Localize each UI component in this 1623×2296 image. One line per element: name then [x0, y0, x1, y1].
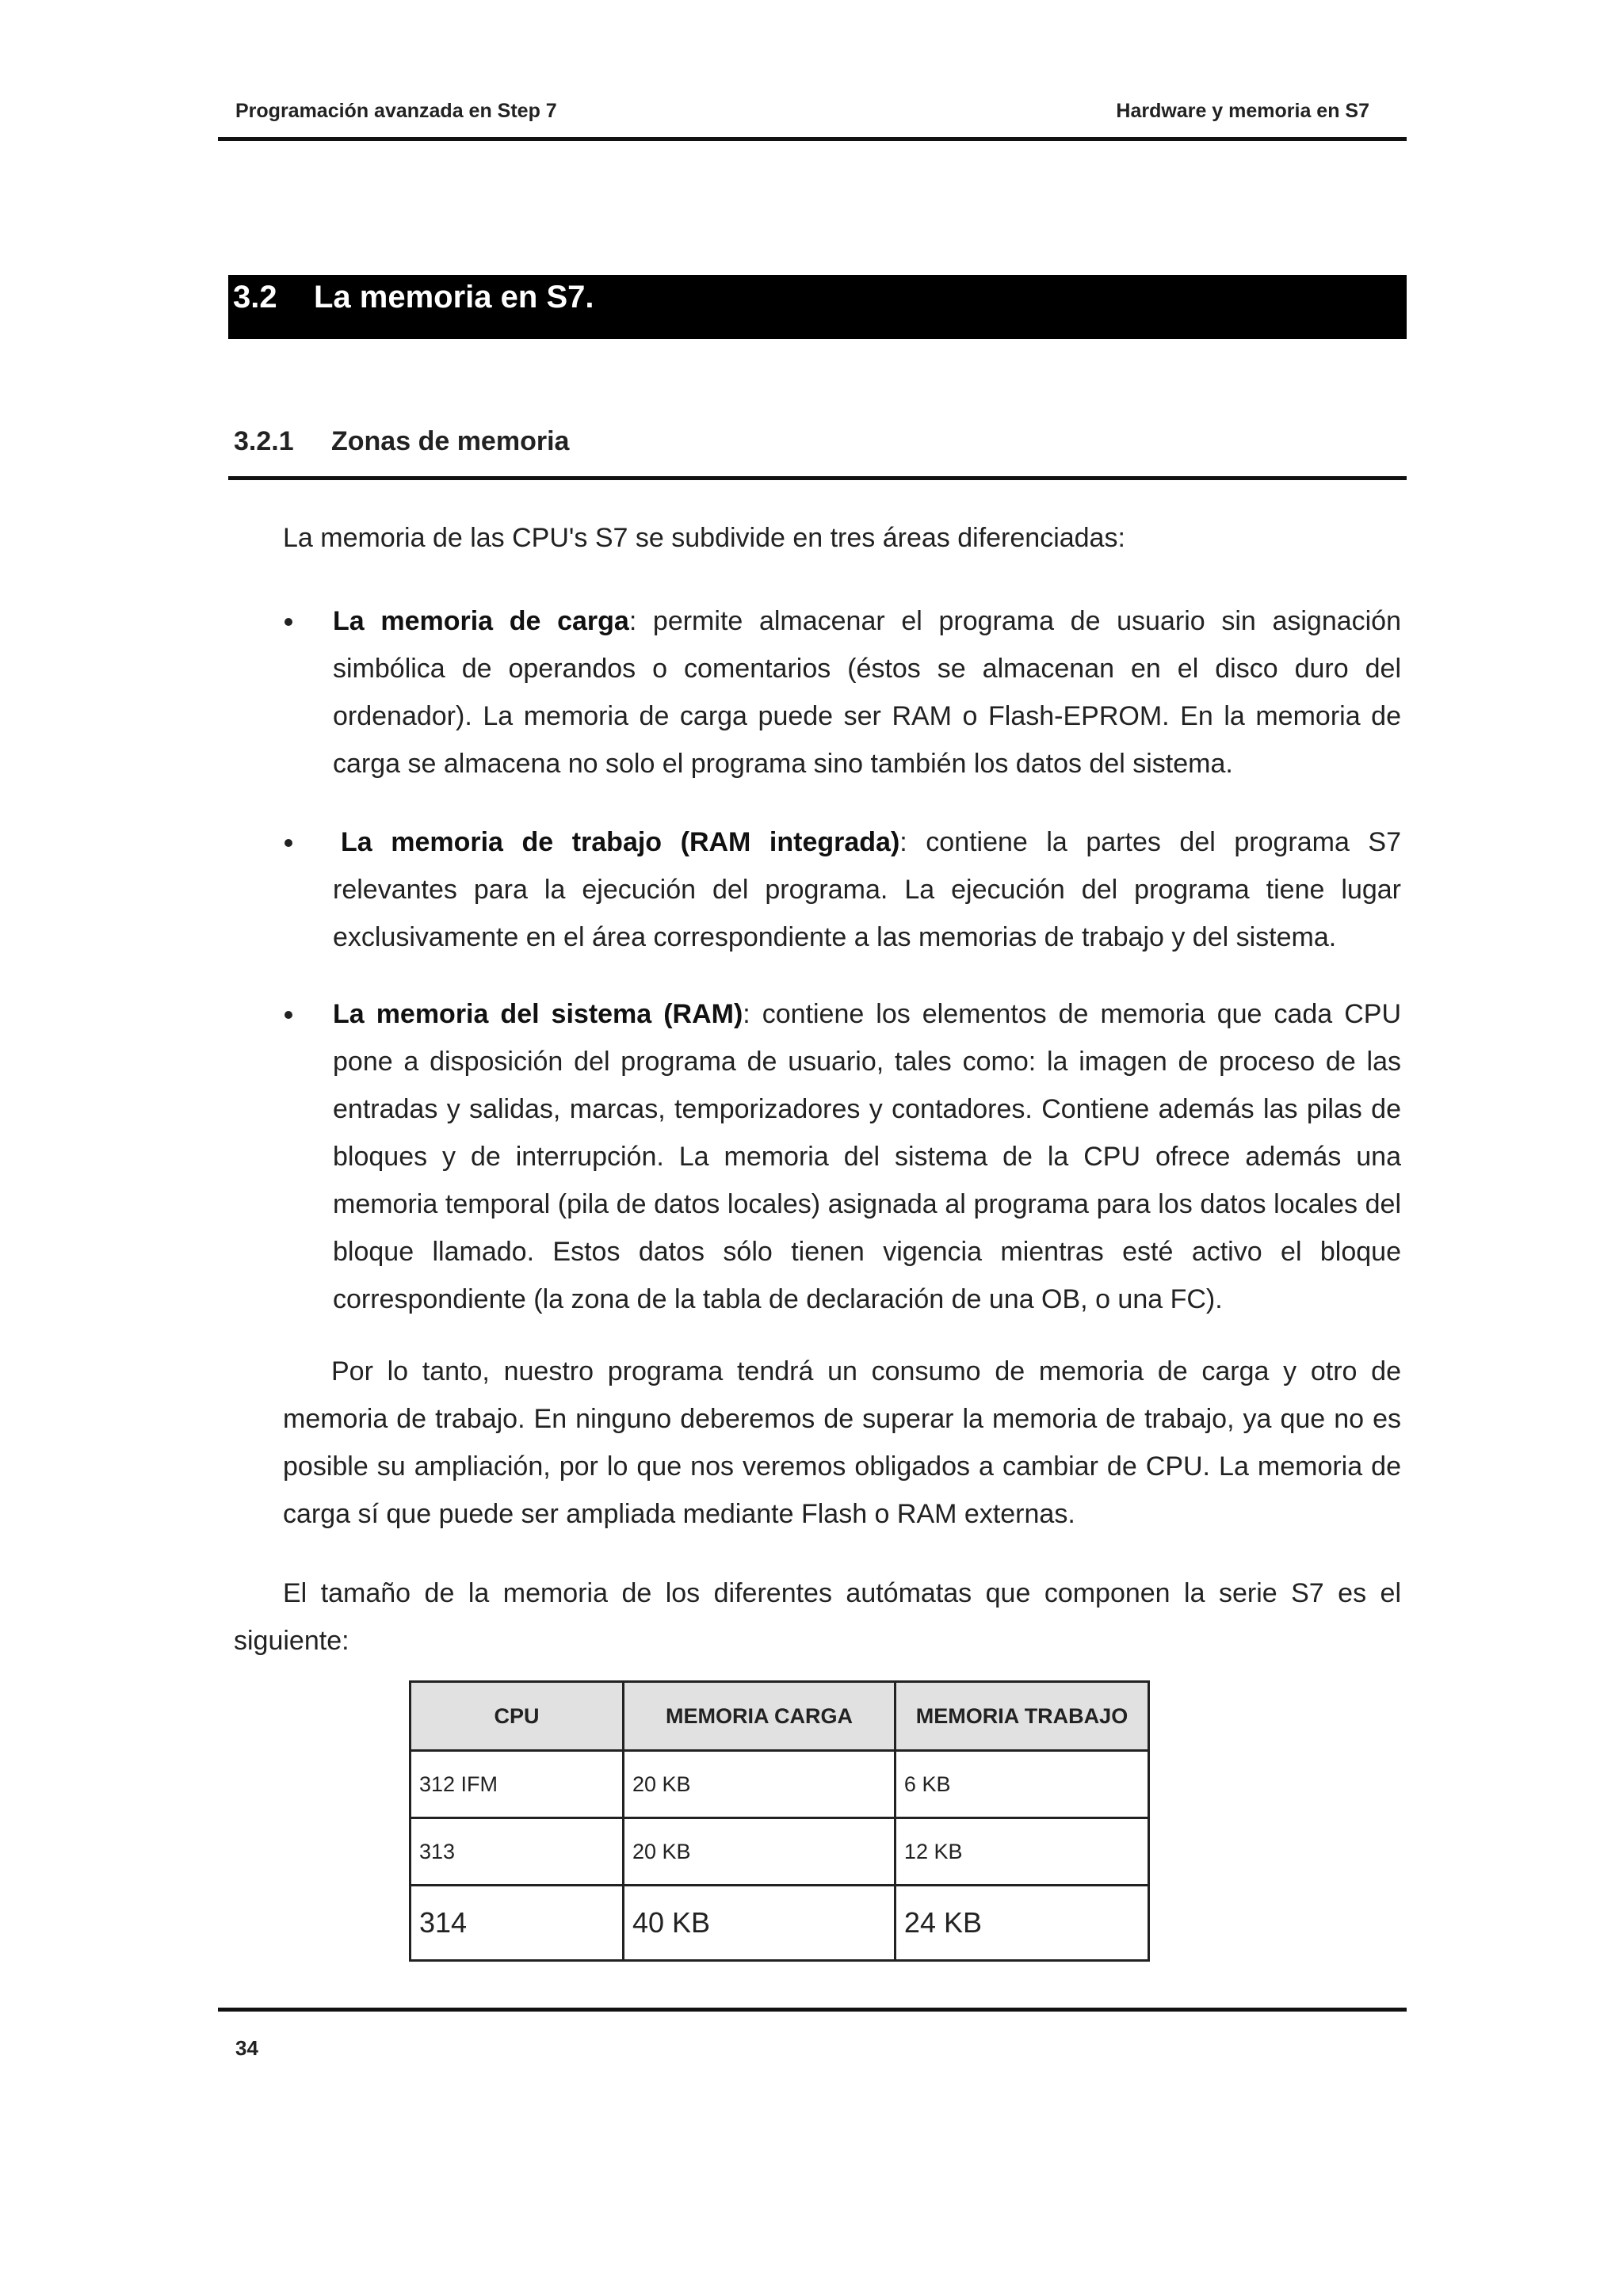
bullet-description: : contiene los elementos de memoria que cada CPU pone a disposición del programa de usuario, tales como: la imagen de proceso de las entradas y salidas, marcas, temporizadores y contadores. Contiene además las pilas de bloques y de interrupción. La memoria del sistema de la CPU ofrece además una memoria temporal (pila de datos locales) asignada al programa para los datos locales del bloque llamado. Estos datos sólo tienen vigencia mientras esté activo el bloque correspondiente (la zona de la tabla de declaración de una OB, o una FC).	[333, 999, 1401, 1314]
footer-rule	[218, 2008, 1407, 2012]
table-row	[411, 1818, 1149, 1886]
bullet-item-memoria-sistema	[333, 990, 1401, 1323]
bullet-description: : contiene la partes del programa S7 relevantes para la ejecución del programa. La ejecución del programa tiene lugar exclusivamente en el área correspondiente a las memorias de trabajo y del sistema.	[333, 827, 1402, 952]
bullet-description: : permite almacenar el programa de usuario sin asignación simbólica de operandos o comentarios (éstos se almacenan en el disco duro del ordenador). La memoria de carga puede ser RAM o Flash-EPROM. En la memoria de carga se almacena no solo el programa sino también los datos del sistema.	[333, 606, 1402, 779]
table-cell: 6 KB	[895, 1751, 1148, 1818]
header-document-title: Programación avanzada en Step 7	[235, 100, 557, 122]
table-header-row	[411, 1682, 1149, 1751]
table-cell: 20 KB	[624, 1751, 896, 1818]
bullet-dot-icon	[285, 618, 292, 626]
table-cell: 313	[411, 1818, 624, 1886]
header-chapter-title: Hardware y memoria en S7	[1116, 100, 1369, 122]
table-cell: 24 KB	[895, 1886, 1148, 1961]
section-title: La memoria en S7.	[314, 280, 594, 315]
table-cell: 20 KB	[624, 1818, 896, 1886]
table-header-cell: MEMORIA CARGA	[624, 1682, 896, 1751]
header-rule	[218, 137, 1407, 141]
subsection-rule	[228, 476, 1407, 480]
intro-paragraph: La memoria de las CPU's S7 se subdivide en tres áreas diferenciadas:	[283, 523, 1125, 553]
table-header-cell: CPU	[411, 1682, 624, 1751]
table-cell: 40 KB	[624, 1886, 896, 1961]
bullet-term: La memoria del sistema (RAM)	[333, 999, 743, 1029]
section-number: 3.2	[233, 280, 277, 315]
section-heading	[228, 275, 1407, 339]
body-paragraph: El tamaño de la memoria de los diferentes autómatas que componen la serie S7 es el siguiente:	[234, 1578, 1401, 1656]
bullet-dot-icon	[285, 839, 292, 847]
bullet-dot-icon	[285, 1011, 292, 1019]
subsection-title: Zonas de memoria	[331, 426, 570, 456]
table-cell: 314	[411, 1886, 624, 1961]
bullet-term: La memoria de trabajo (RAM integrada)	[341, 827, 900, 857]
bullet-item-memoria-trabajo	[333, 818, 1401, 961]
table-row	[411, 1751, 1149, 1818]
table-cell: 312 IFM	[411, 1751, 624, 1818]
page-number: 34	[235, 2036, 258, 2060]
table-cell: 12 KB	[895, 1818, 1148, 1886]
bullet-item-memoria-carga	[333, 597, 1401, 788]
bullet-term: La memoria de carga	[333, 606, 629, 636]
table-row	[411, 1886, 1149, 1961]
subsection-number: 3.2.1	[234, 426, 294, 456]
memory-table	[409, 1680, 1150, 1962]
body-paragraph: Por lo tanto, nuestro programa tendrá un consumo de memoria de carga y otro de memoria de trabajo. En ninguno deberemos de superar la memoria de trabajo, ya que no es posible su ampliación, por lo que nos veremos obligados a cambiar de CPU. La memoria de carga sí que puede ser ampliada mediante Flash o RAM externas.	[283, 1356, 1401, 1529]
table-header-cell: MEMORIA TRABAJO	[895, 1682, 1148, 1751]
